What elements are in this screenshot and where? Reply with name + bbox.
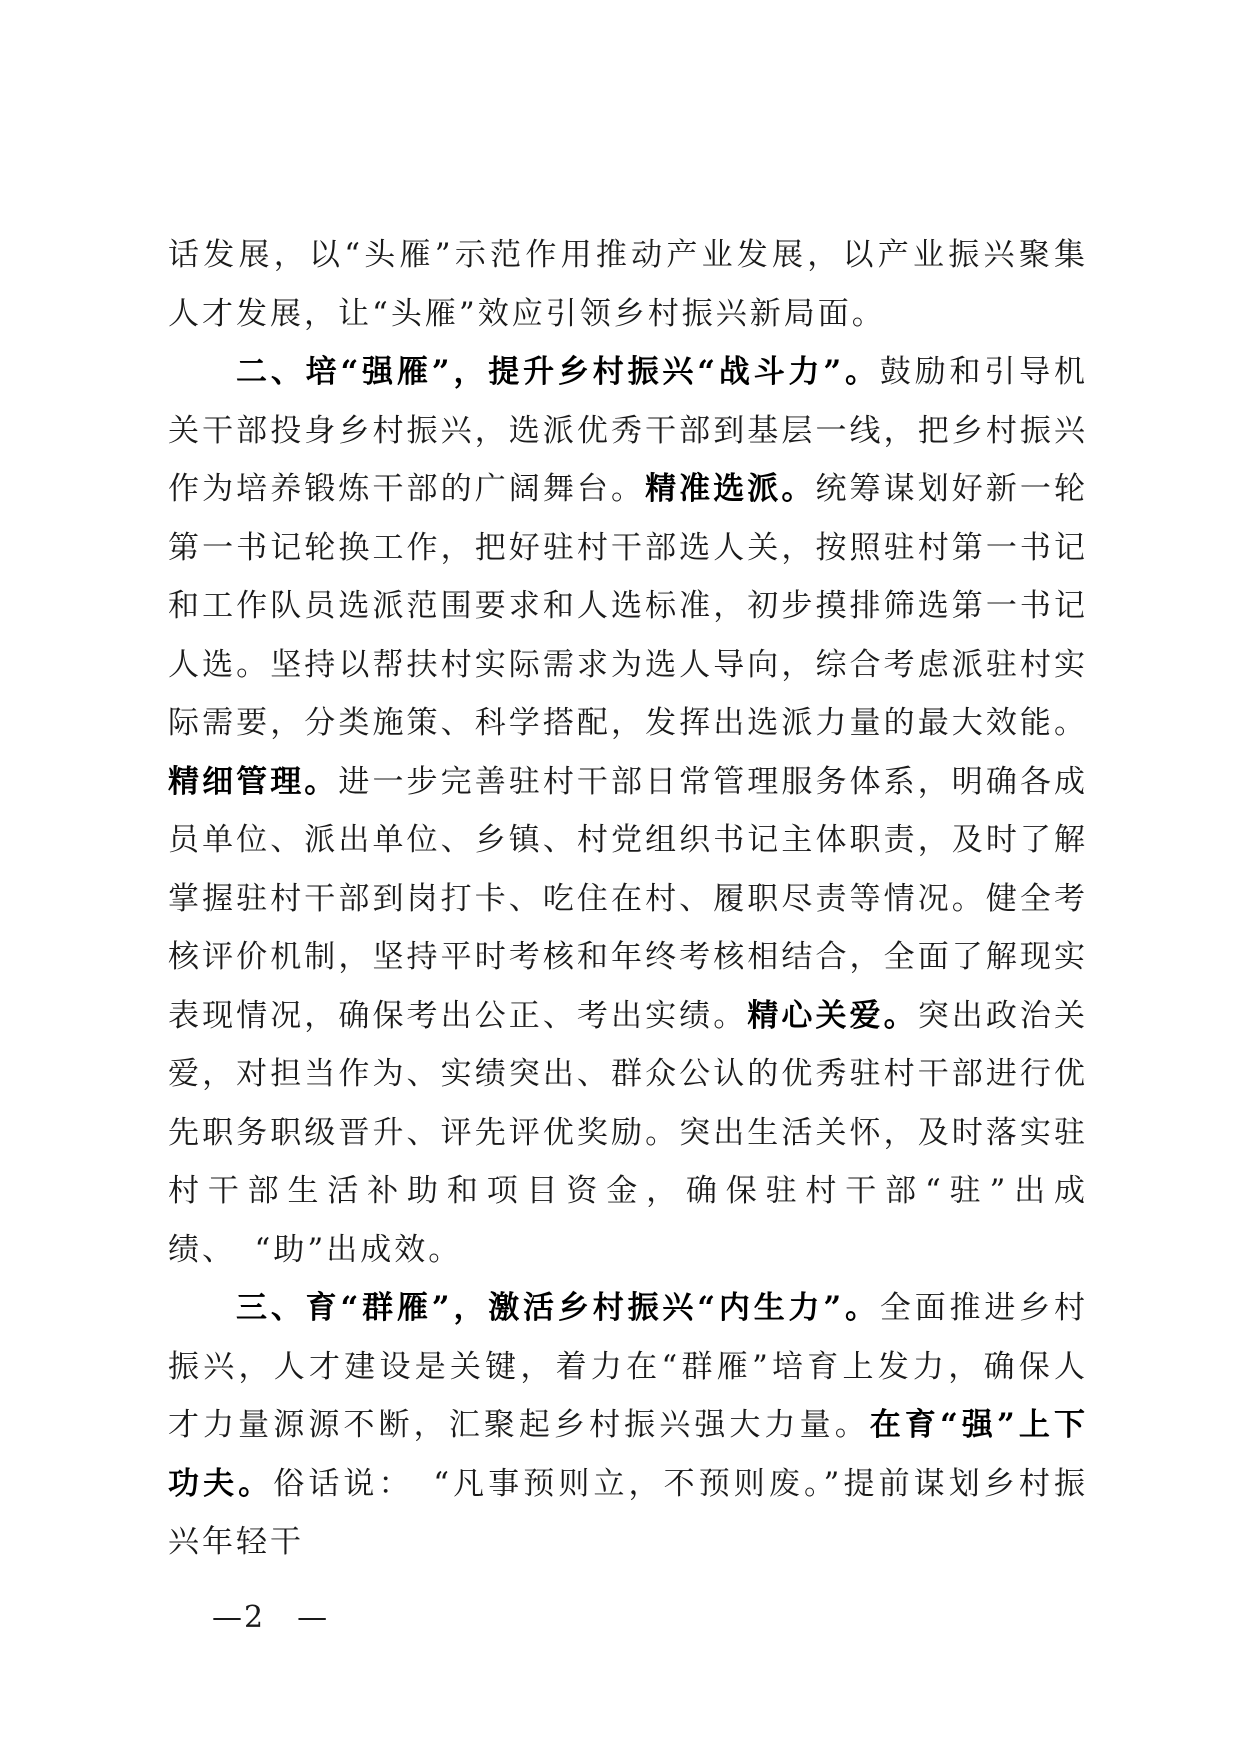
subheading-precise-selection: 精准选派。 bbox=[645, 471, 816, 507]
paragraph-continuation bbox=[168, 226, 1088, 343]
section-two-paragraph bbox=[168, 343, 1088, 1279]
subheading-fine-management: 精细管理。 bbox=[168, 763, 339, 800]
subheading-cultivate-strong: 在育“强”上下功夫。 bbox=[168, 1407, 1088, 1502]
section-three-intro: 全面推进乡村振兴，人才建设是关键，着力在“群雁”培育上发力，确保人才力量源源不断，汇聚起乡村振兴强大力量。 bbox=[168, 1290, 1089, 1443]
section-three-heading: 三、育“群雁”，激活乡村振兴“内生力”。 bbox=[236, 1290, 880, 1326]
page-number: —2 — bbox=[212, 1600, 330, 1635]
careful-care-text: 突出政治关爱，对担当作为、实绩突出、群众公认的优秀驻村干部进行优先职务职级晋升、评先评优奖励。突出生活关怀，及时落实驻村干部生活补助和项目资金，确保驻村干部“驻”出成绩、 “助”出成效。 bbox=[168, 997, 1089, 1268]
section-two-heading: 二、培“强雁”，提升乡村振兴“战斗力”。 bbox=[236, 354, 880, 390]
document-body bbox=[168, 226, 1088, 1572]
fine-management-text: 进一步完善驻村干部日常管理服务体系，明确各成员单位、派出单位、乡镇、村党组织书记主体职责，及时了解掌握驻村干部到岗打卡、吃住在村、履职尽责等情况。健全考核评价机制，坚持平时考核和年终考核相结合，全面了解现实表现情况，确保考出公正、考出实绩。 bbox=[168, 763, 1089, 1034]
section-three-paragraph bbox=[168, 1279, 1088, 1572]
section-two-intro: 鼓励和引导机关干部投身乡村振兴，选派优秀干部到基层一线，把乡村振兴作为培养锻炼干部的广阔舞台。 bbox=[168, 354, 1089, 507]
precise-selection-text: 统筹谋划好新一轮第一书记轮换工作，把好驻村干部选人关，按照驻村第一书记和工作队员选派范围要求和人选标准，初步摸排筛选第一书记人选。坚持以帮扶村实际需求为选人导向，综合考虑派驻村实际需要，分类施策、科学搭配，发挥出选派力量的最大效能。 bbox=[168, 471, 1089, 741]
cultivate-strong-text: 俗话说： “凡事预则立，不预则废。”提前谋划乡村振兴年轻干 bbox=[168, 1465, 1089, 1560]
paragraph-text: 话发展，以“头雁”示范作用推动产业发展，以产业振兴聚集人才发展，让“头雁”效应引领乡村振兴新局面。 bbox=[168, 237, 1088, 332]
subheading-careful-care: 精心关爱。 bbox=[747, 997, 918, 1034]
